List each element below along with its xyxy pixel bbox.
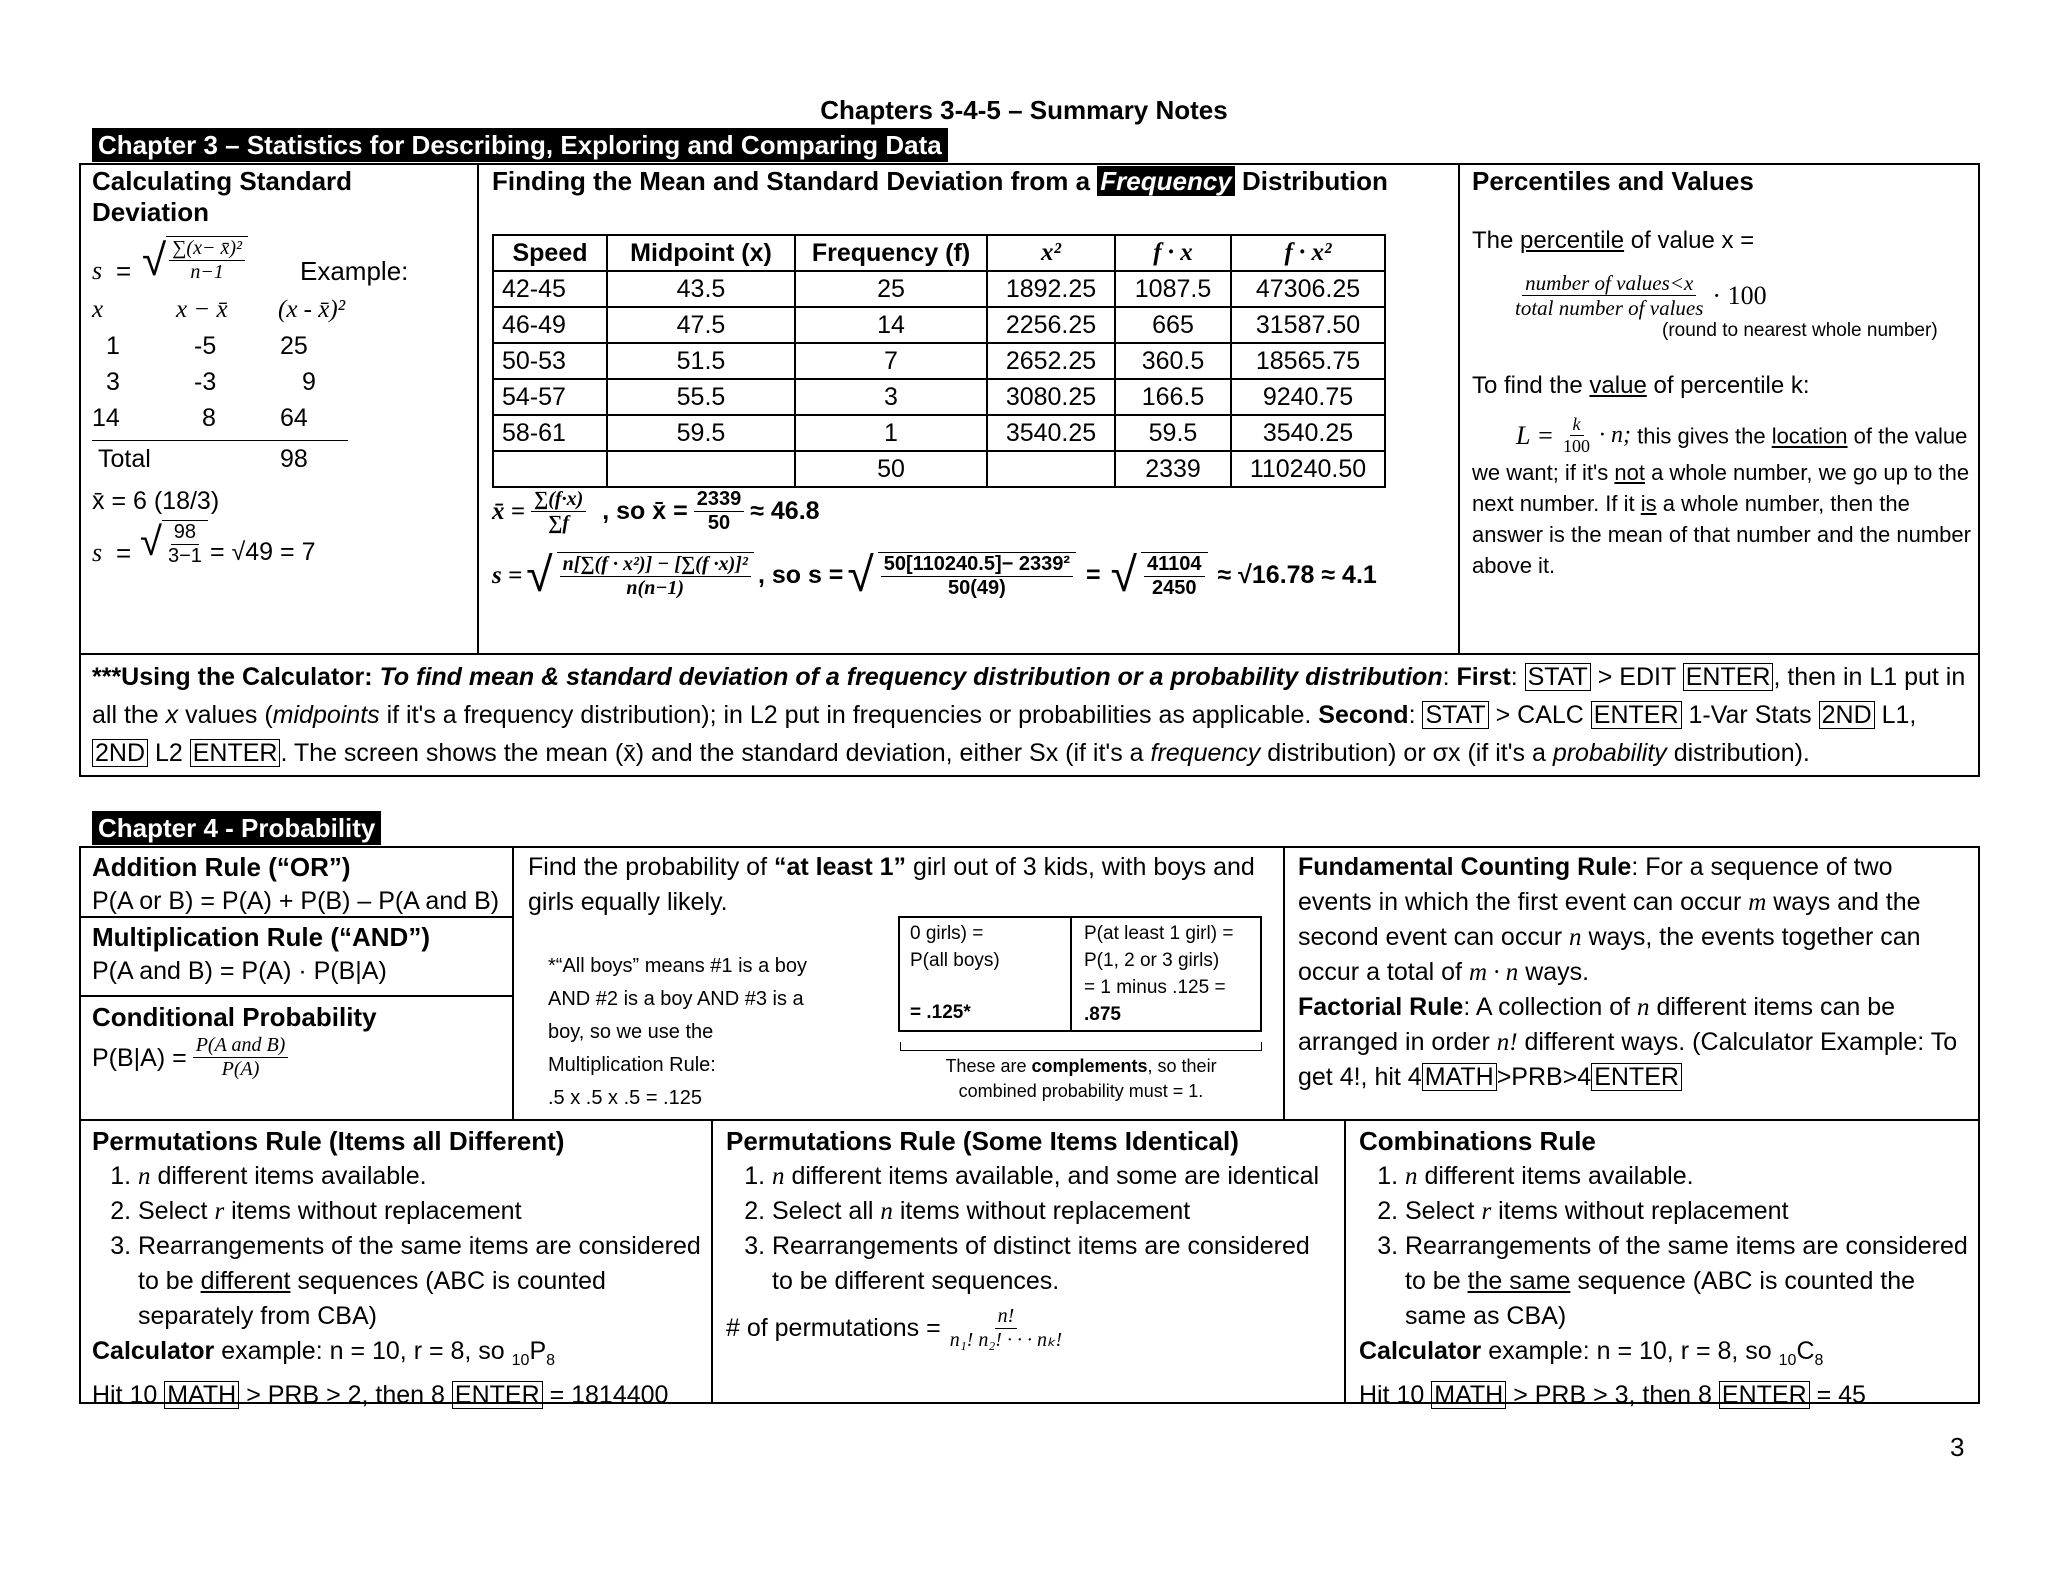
second-key: 2ND (1819, 701, 1875, 729)
sd-total-value: 98 (280, 445, 308, 473)
percentile-formula: $\frac{\text{number of values<x}}{\text{total number of values}}$ · 100 (1515, 271, 1767, 321)
at-least-one-intro: Find the probability of “at least 1” girl out of 3 kids, with boys and girls equally likely. (528, 853, 1255, 916)
calculator-instructions: ***Using the Calculator: To find mean & standard deviation of a frequency distribution or a probability distribution: First: STAT > EDIT ENTER , then in L1 put in all the x values (midpoints if it's a frequency distribution); in L2 put in frequencies or probabilities as applicable. Second: STAT > CALC ENTER 1-Var Stats 2ND L1, 2ND L2 ENTER . The screen shows the mean (x̄) and the standard deviation, either Sx (if it's a frequency distribution) or σx (if it's a probability distribution). (92, 663, 1966, 767)
combinations-rule: Combinations Rule 1. n different items available. 2. Select r items without replacement 3. Rearrangements of the same items are considered to be the same sequence (ABC is counted the same as CBA) Calculator example: n = 10, r = 8, so $_{10}C_8$ Hit 10 MATH > PRB > 3, then 8 ENTER = 45 (1359, 1124, 1971, 1413)
sd-result-den: 3−1 (167, 545, 202, 567)
table-row: 54-57 55.5 3 3080.25 166.5 9240.75 (493, 379, 1385, 415)
sd-formula-num: ∑(x− x̄)² (169, 237, 245, 261)
multiplication-formula: P(A and B) = P(A) · P(B|A) (92, 957, 387, 985)
sd-formula-den: n−1 (190, 261, 224, 283)
list-item: 1. n different items available. (138, 1159, 702, 1194)
list-item: 3. Rearrangements of the same items are considered to be different sequences (ABC is counted separately from CBA) (138, 1229, 702, 1334)
multiplication-title: Multiplication Rule (“AND”) (92, 922, 430, 952)
th-speed: Speed (493, 235, 607, 271)
complement-note: These are complements, so their combined probability must = 1. (945, 1056, 1217, 1101)
sd-example-label: Example: (300, 256, 409, 286)
enter-key: ENTER (452, 1381, 543, 1409)
round-note: (round to nearest whole number) (1662, 320, 1938, 342)
table-totals-row: 50 2339 110240.50 (493, 451, 1385, 487)
permutations-different: Permutations Rule (Items all Different) 1. n different items available. 2. Select r items without replacement 3. Rearrangements of the same items are considered to be different sequences (ABC is counted separately from CBA) Calculator example: n = 10, r = 8, so $_{10}P_8$ Hit 10 MATH > PRB > 2, then 8 ENTER = 1814400 (92, 1124, 702, 1413)
sd-total-label: Total (98, 445, 151, 473)
th-midpoint: Midpoint (x) (607, 235, 795, 271)
sd-cell: Calculating Standard Deviation s = √ $\frac{\text{∑(x− x̄)²}}{n-1}$ Example: x x − x̄ (x - x̄)² 1 -5 25 3 -3 9 14 8 64 Total 98 x̄ = 6 (18/3) s = √ $\frac{98}{3-1}$ = √49 = 7 (92, 166, 472, 580)
sd-row: 3 -3 9 (106, 368, 316, 396)
table-row: 46-49 47.5 14 2256.25 665 31587.50 (493, 307, 1385, 343)
list-item: 2. Select r items without replacement (138, 1194, 702, 1229)
multiplication-rule (92, 920, 430, 988)
addition-formula: P(A or B) = P(A) + P(B) – P(A and B) (92, 887, 500, 915)
conditional-probability: Conditional Probability P(B|A) = $\frac{\text{P(A and B)}}{P(A)}$ (92, 1002, 377, 1080)
sd-title: Calculating Standard Deviation (92, 166, 353, 227)
table-row: 58-61 59.5 1 3540.25 59.5 3540.25 (493, 415, 1385, 451)
sd-row: 1 -5 25 (106, 332, 308, 360)
conditional-title: Conditional Probability (92, 1002, 377, 1032)
comb-title: Combinations Rule (1359, 1126, 1596, 1156)
percentile-location-text: L = $\frac{k}{100}$ · n; this gives the location of the value we want; if it's not a whole number, we go up to the next number. If it is a whole number, then the answer is the mean of that number and the number above it. (1472, 414, 1971, 578)
math-key: MATH (164, 1381, 239, 1409)
page-number: 3 (1950, 1432, 1965, 1462)
permutations-identical: Permutations Rule (Some Items Identical) 1. n different items available, and some are identical 2. Select all n items without replacement 3. Rearrangements of distinct items are considered to be different sequences. # of permutations = $\frac{n!}{\text{n₁! n₂! · · · nₖ!}}$ (726, 1124, 1336, 1352)
stat-key: STAT (1525, 663, 1591, 691)
addition-title: Addition Rule (“OR”) (92, 852, 351, 882)
addition-rule (92, 850, 499, 918)
freq-mean-formula: x̄ = $\frac{\sum(f\cdot x)}{\sum f}$ , so x̄ = $\frac{2339}{50}$ ≈ 46.8 (492, 488, 820, 534)
complement-box: 0 girls) = P(all boys) = .125* P(at least 1 girl) = P(1, 2 or 3 girls) = 1 minus .125 = .875 (898, 916, 1262, 1032)
sd-s-symbol: s (92, 256, 103, 285)
list-item: 2. Select all n items without replacement (772, 1194, 1336, 1229)
list-item: 3. Rearrangements of the same items are considered to be the same sequence (ABC is counted the same as CBA) (1405, 1229, 1971, 1334)
th-fx: f · x (1115, 235, 1231, 271)
enter-key: ENTER (1591, 701, 1682, 729)
sd-result-num: 98 (171, 521, 199, 545)
chapter4-banner: Chapter 4 - Probability (92, 811, 381, 845)
th-x2: x² (987, 235, 1115, 271)
enter-key: ENTER (1683, 663, 1774, 691)
freq-sd-formula: s = √ $\frac{\text{n[∑(f · x²)] − [∑(f ·x)]²}}{n(n-1)}$ , so s = √ $\frac{\text{50[110240.5]− 2339²}}{50(49)}$ = √ $\frac{41104}{2450}$ ≈ √16.78 ≈ 4.1 (492, 549, 1377, 602)
sd-col-sq: (x - x̄)² (278, 296, 346, 323)
enter-key: ENTER (190, 739, 281, 767)
percentile-def: The percentile of value x = (1472, 227, 1755, 254)
table-row: 50-53 51.5 7 2652.25 360.5 18565.75 (493, 343, 1385, 379)
list-item: 3. Rearrangements of distinct items are considered to be different sequences. (772, 1229, 1336, 1299)
sd-mean-line: x̄ = 6 (18/3) (92, 487, 220, 515)
table-row: 42-45 43.5 25 1892.25 1087.5 47306.25 (493, 271, 1385, 307)
percentile-value-line: To find the value of percentile k: (1472, 372, 1810, 400)
sd-result-tail: = √49 = 7 (210, 538, 316, 566)
enter-key: ENTER (1719, 1381, 1810, 1409)
perm-diff-title: Permutations Rule (Items all Different) (92, 1126, 565, 1156)
list-item: 1. n different items available. (1405, 1159, 1971, 1194)
th-frequency: Frequency (f) (795, 235, 987, 271)
freq-title: Finding the Mean and Standard Deviation from a Frequency Distribution (492, 166, 1388, 196)
complement-brace (900, 1042, 1262, 1051)
th-fx2: f · x² (1231, 235, 1385, 271)
freq-cell (492, 166, 1452, 197)
list-item: 2. Select r items without replacement (1405, 1194, 1971, 1229)
sd-col-x: x (92, 296, 104, 323)
percentile-title: Percentiles and Values (1472, 166, 1754, 196)
sd-row: 14 8 64 (92, 404, 348, 441)
stat-key: STAT (1422, 701, 1488, 729)
perm-ident-title: Permutations Rule (Some Items Identical) (726, 1126, 1239, 1156)
chapter3-banner: Chapter 3 – Statistics for Describing, Exploring and Comparing Data (92, 128, 948, 162)
frequency-table (492, 234, 1386, 488)
all-boys-note: *“All boys” means #1 is a boy AND #2 is a boy AND #3 is a boy, so we use the Multiplication Rule: .5 x .5 x .5 = .125 (548, 955, 808, 1109)
list-item: 1. n different items available, and some are identical (772, 1159, 1336, 1194)
math-key: MATH (1431, 1381, 1506, 1409)
page-title: Chapters 3-4-5 – Summary Notes (820, 95, 1228, 125)
percentile-cell (1472, 166, 1972, 581)
enter-key: ENTER (1591, 1063, 1682, 1091)
math-key: MATH (1422, 1063, 1497, 1091)
counting-rules: Fundamental Counting Rule: For a sequence of two events in which the first event can occur m ways and the second event can occur n ways, the events together can occur a total of m · n ways. Factorial Rule: A collection of n different items can be arranged in order n! different ways. (Calculator Example: To get 4!, hit 4 MATH >PRB>4 ENTER (1298, 853, 1958, 1091)
second-key: 2ND (92, 739, 148, 767)
freq-title-highlight: Frequency (1097, 166, 1235, 196)
sd-col-dev: x − x̄ (176, 296, 228, 323)
